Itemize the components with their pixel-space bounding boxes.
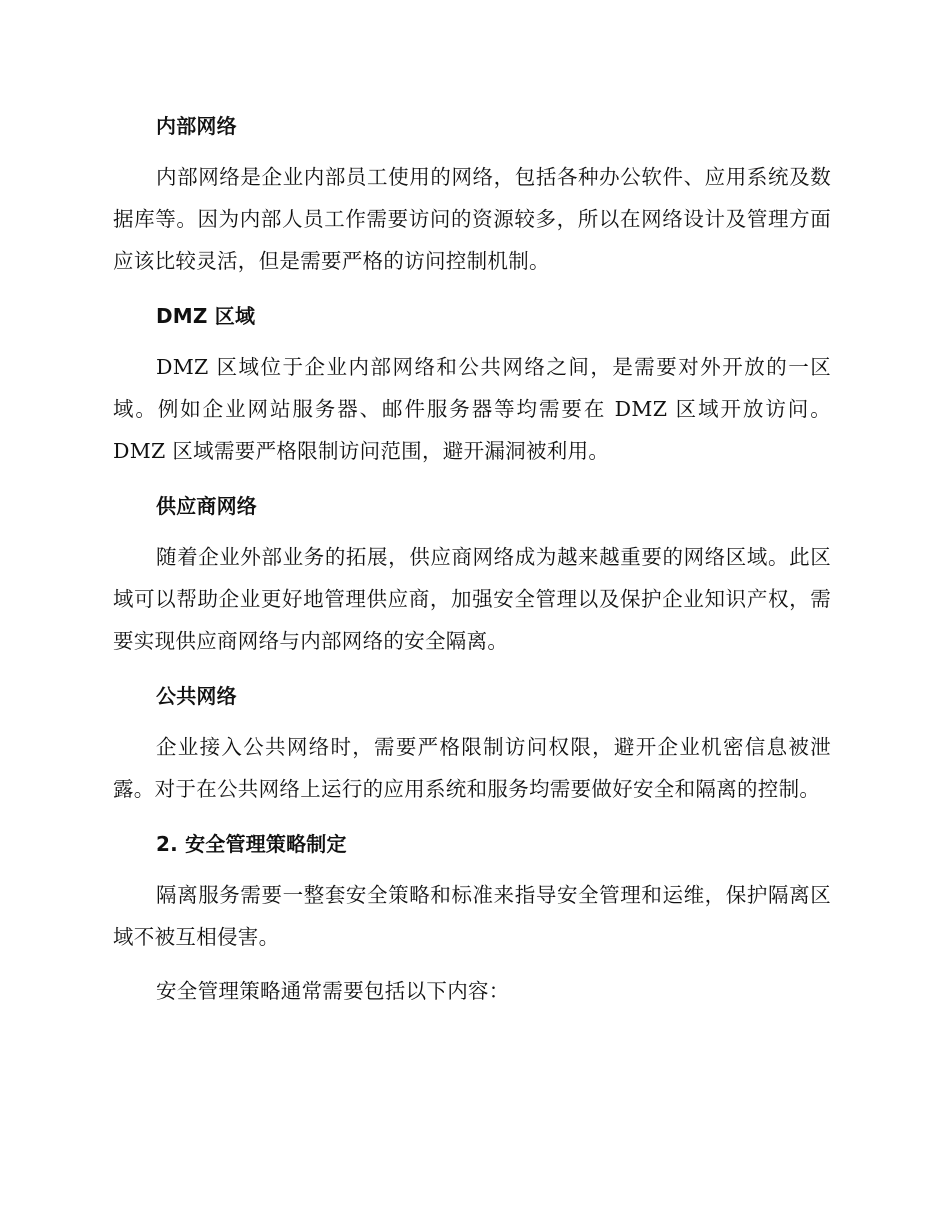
paragraph-supplier-network: 随着企业外部业务的拓展，供应商网络成为越来越重要的网络区域。此区域可以帮助企业更好地管理供应商，加强安全管理以及保护企业知识产权，需要实现供应商网络与内部网络的安全隔离。 — [113, 545, 831, 653]
paragraph-dmz: DMZ 区域位于企业内部网络和公共网络之间，是需要对外开放的一区域。例如企业网站服务器、邮件服务器等均需要在 DMZ 区域开放访问。DMZ 区域需要严格限制访问范围，避开漏洞被利用。 — [113, 355, 831, 463]
paragraph-public-network: 企业接入公共网络时，需要严格限制访问权限，避开企业机密信息被泄露。对于在公共网络上运行的应用系统和服务均需要做好安全和隔离的控制。 — [113, 735, 831, 801]
section-heading-public-network: 公共网络 — [156, 684, 237, 708]
section-heading-dmz: DMZ 区域 — [156, 304, 256, 328]
section-heading-internal-network: 内部网络 — [156, 114, 237, 138]
paragraph-security-policy-intro: 隔离服务需要一整套安全策略和标准来指导安全管理和运维，保护隔离区域不被互相侵害。 — [113, 883, 831, 949]
section-heading-security-policy: 2. 安全管理策略制定 — [156, 832, 347, 856]
paragraph-internal-network: 内部网络是企业内部员工使用的网络，包括各种办公软件、应用系统及数据库等。因为内部人员工作需要访问的资源较多，所以在网络设计及管理方面应该比较灵活，但是需要严格的访问控制机制。 — [113, 165, 831, 273]
paragraph-security-policy-contents: 安全管理策略通常需要包括以下内容： — [156, 979, 510, 1003]
document-page — [113, 104, 831, 1012]
section-heading-supplier-network: 供应商网络 — [156, 494, 257, 518]
